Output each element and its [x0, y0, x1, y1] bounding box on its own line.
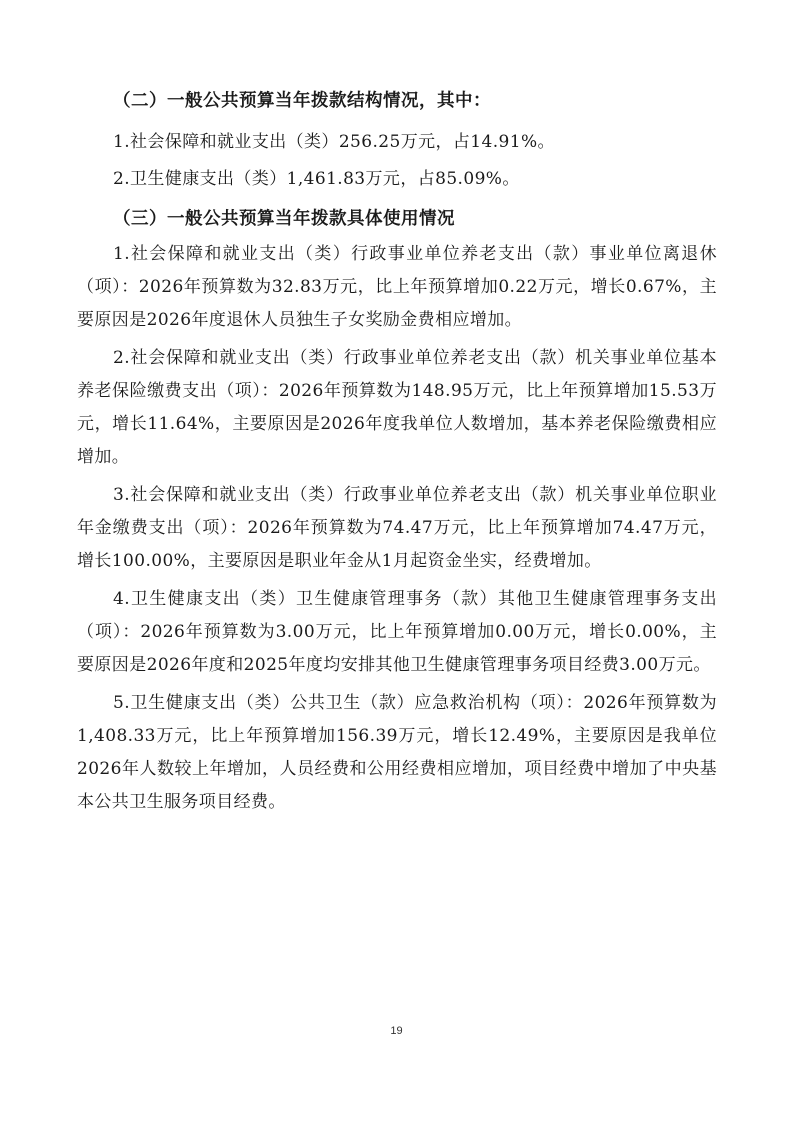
section-two-heading: （二）一般公共预算当年拨款结构情况，其中：	[113, 91, 491, 111]
section-two-item-2: 2.卫生健康支出（类）1,461.83万元，占85.09%。	[113, 169, 520, 189]
section-three-item-5: 5.卫生健康支出（类）公共卫生（款）应急救治机构（项）：2026年预算数为1,408.33万元，比上年预算增加156.39万元，增长12.49%，主要原因是我单位2026年人数较上年增加，人员经费和公用经费相应增加，项目经费中增加了中央基本公共卫生服务项目经费。	[77, 693, 717, 812]
section-three-item-1: 1.社会保障和就业支出（类）行政事业单位养老支出（款）事业单位离退休（项）：2026年预算数为32.83万元，比上年预算增加0.22万元，增长0.67%，主要原因是2026年度退休人员独生子女奖励金费相应增加。	[77, 244, 717, 330]
section-three-item-2: 2.社会保障和就业支出（类）行政事业单位养老支出（款）机关事业单位基本养老保险缴费支出（项）：2026年预算数为148.95万元，比上年预算增加15.53万元，增长11.64%，主要原因是2026年度我单位人数增加，基本养老保险缴费相应增加。	[77, 348, 717, 467]
page-number: 19	[390, 1025, 403, 1037]
section-three-heading: （三）一般公共预算当年拨款具体使用情况	[113, 209, 455, 229]
section-three-item-4: 4.卫生健康支出（类）卫生健康管理事务（款）其他卫生健康管理事务支出（项）：2026年预算数为3.00万元，比上年预算增加0.00万元，增长0.00%，主要原因是2026年度和2025年度均安排其他卫生健康管理事务项目经费3.00万元。	[77, 589, 717, 675]
section-two-item-1: 1.社会保障和就业支出（类）256.25万元，占14.91%。	[113, 132, 555, 152]
document-body	[77, 88, 717, 824]
section-three-item-3: 3.社会保障和就业支出（类）行政事业单位养老支出（款）机关事业单位职业年金缴费支出（项）：2026年预算数为74.47万元，比上年预算增加74.47万元，增长100.00%，主要原因是职业年金从1月起资金坐实，经费增加。	[77, 485, 717, 571]
